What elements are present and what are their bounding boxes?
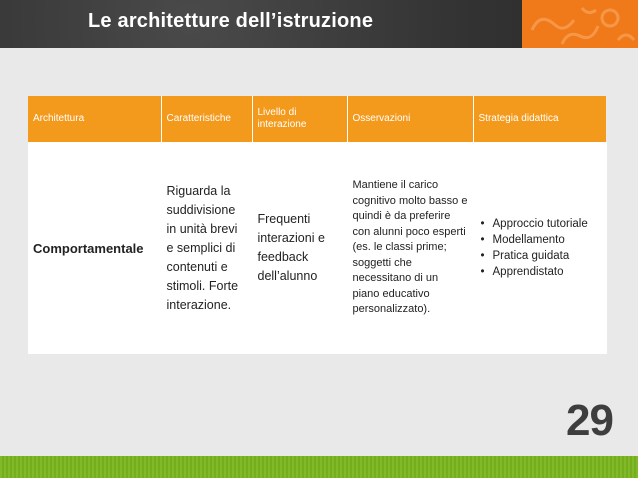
cell-caratteristiche: Riguarda la suddivisione in unità brevi e semplici di contenuti e stimoli. Forte interazione.: [161, 142, 252, 354]
strategy-list: [479, 216, 601, 280]
table-row: [28, 142, 606, 354]
header-osservazioni: Osservazioni: [347, 96, 473, 142]
cell-osservazioni: Mantiene il carico cognitivo molto basso e quindi è da preferire con alunni poco esperti (es. le classi prime; soggetti che necessitano di un piano educativo personalizzato).: [347, 142, 473, 354]
list-item: • Approccio tutoriale: [493, 216, 601, 232]
cell-strategie: [473, 142, 606, 354]
logo-pattern-icon: [522, 0, 638, 48]
architecture-table: [28, 96, 607, 354]
list-item: • Modellamento: [493, 232, 601, 248]
list-item: • Apprendistato: [493, 264, 601, 280]
header-architettura: Architettura: [28, 96, 161, 142]
footer-bar: [0, 456, 638, 478]
cell-architettura: Comportamentale: [28, 142, 161, 354]
list-item: • Pratica guidata: [493, 248, 601, 264]
logo: [522, 0, 638, 48]
header-strategia: Strategia didattica: [473, 96, 606, 142]
cell-livello: Frequenti interazioni e feedback dell’alunno: [252, 142, 347, 354]
title-bar: [0, 0, 638, 48]
header-livello: Livello di interazione: [252, 96, 347, 142]
header-caratteristiche: Caratteristiche: [161, 96, 252, 142]
page-number: 29: [566, 396, 613, 445]
slide-title: Le architetture dell’istruzione: [88, 10, 374, 32]
table-header-row: [28, 96, 606, 142]
